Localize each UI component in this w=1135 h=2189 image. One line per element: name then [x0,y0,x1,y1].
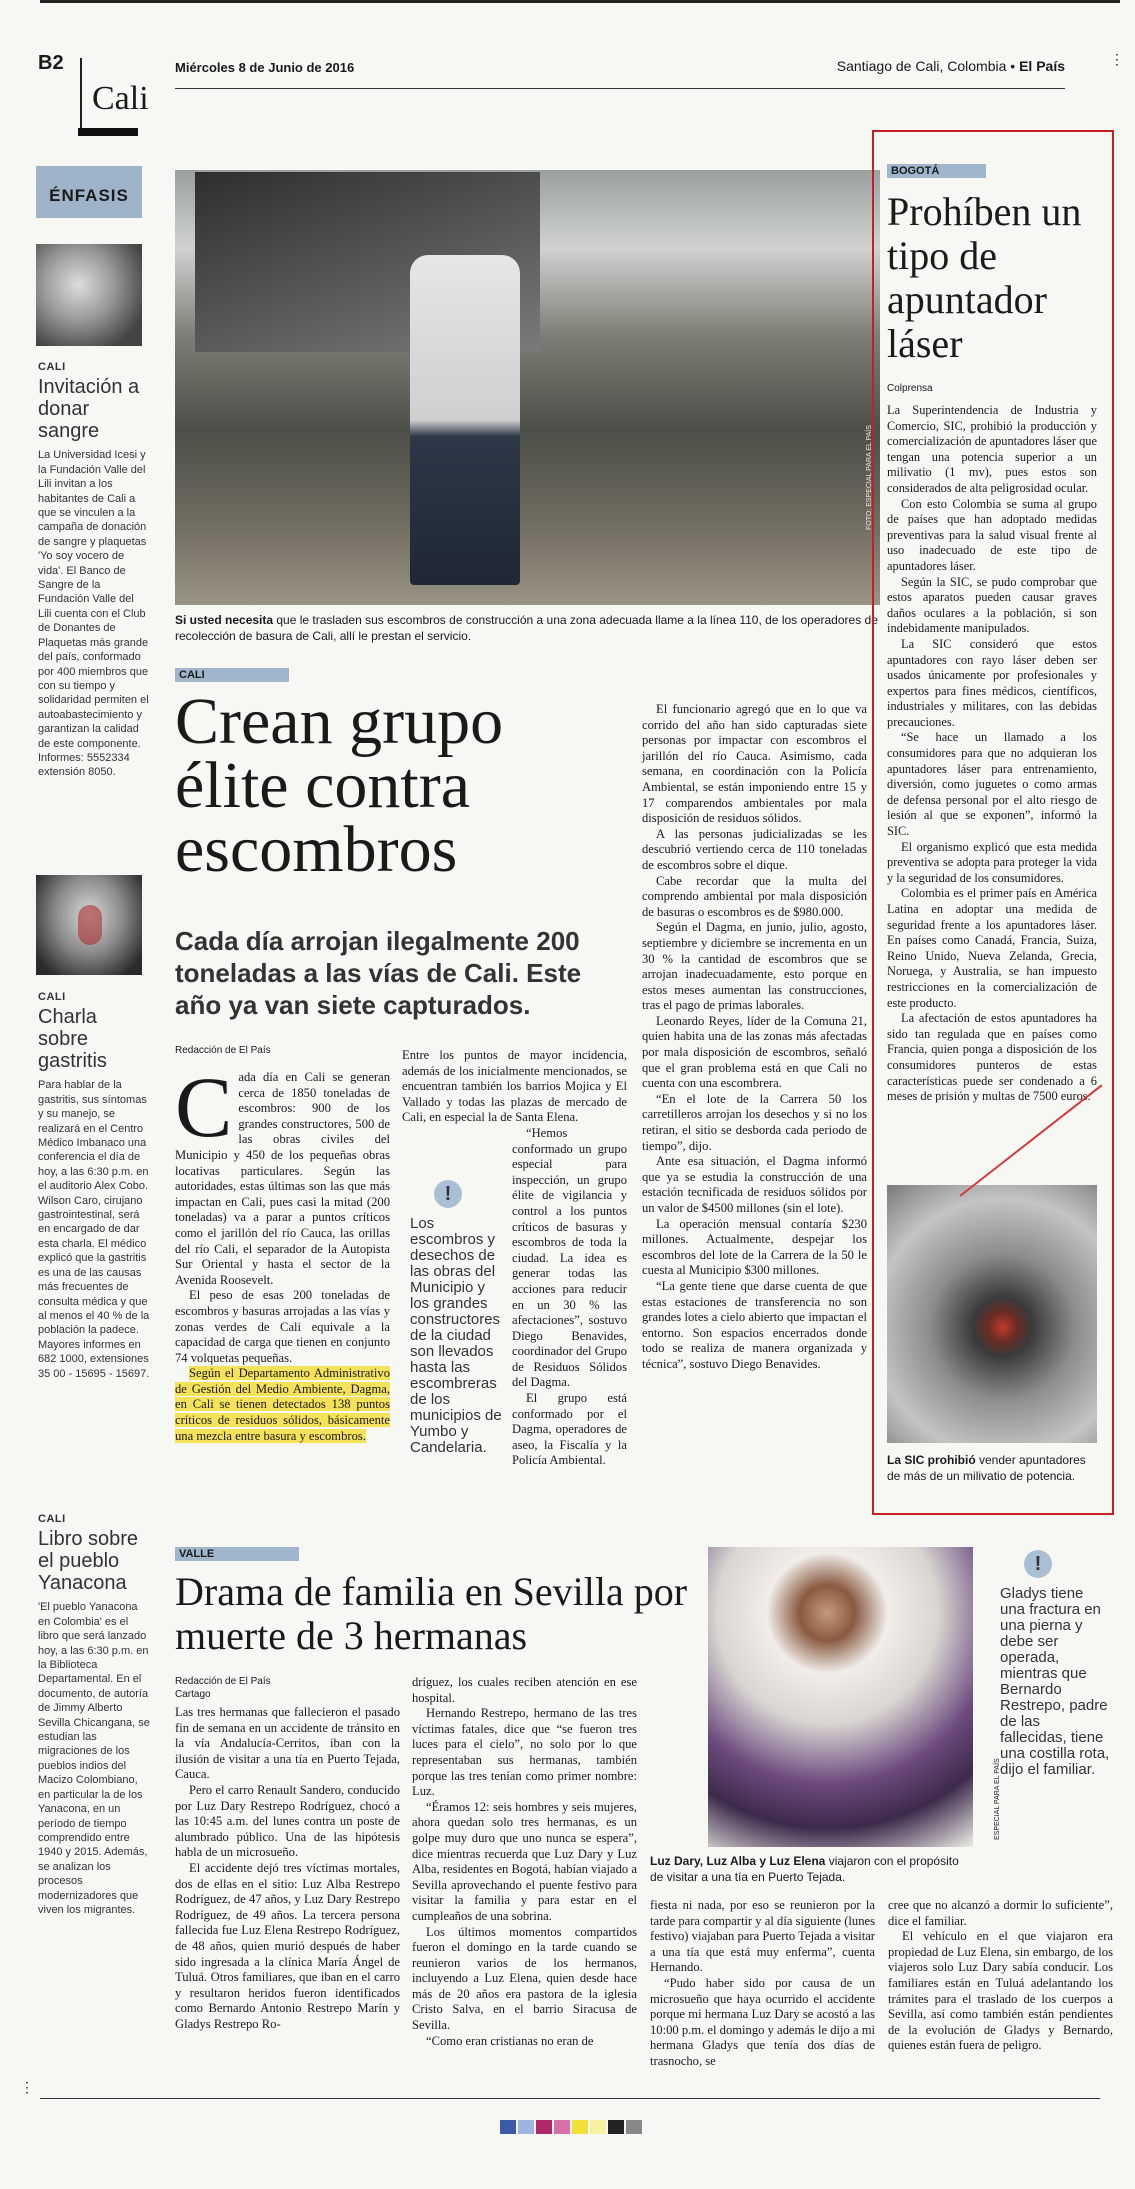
color-swatch [500,2120,516,2134]
sidebar-body: La Universidad Icesi y la Fundación Valle del Lili invitan a los habitantes de Cali a que se vinculen a la campaña de donación de sangre y plaquetas 'Yo soy vocero de vida'. El Banco de Sangre de la Fundación Valle del Lili cuenta con el Club de Donantes de Plaquetas más grande del país, conformado por 400 miembros que con su tiempo y solidaridad permiten el autoabastecimiento y garantizan la calidad de este componente. Informes: 5552334 extensión 8050. [38,449,149,779]
article-paragraph: Pero el carro Renault Sandero, conducido por Luz Dary Restrepo Rodríguez, chocó a las 10:45 a.m. del lunes contra un poste de alumbrado público. Una de las hipótesis habla de un microsueño. [175,1782,400,1860]
color-swatch [608,2120,624,2134]
article-column-1 [175,1059,390,1444]
article-paragraph: El peso de esas 200 toneladas de escombros y basuras arrojadas a las vías y zonas verdes de Cali equivale a la capacidad de carga que tienen en conjunto 74 volquetas pequeñas. [175,1288,390,1365]
article-paragraph: “Pudo haber sido por causa de un microsueño que haya ocurrido el accidente porque mi hermana Luz Dary se acostó a las 10:00 p.m. el domingo y además le dijo a mi hermana Gladys que tenía dos días de trasnocho, se [650,1975,875,2068]
caption-lead: Si usted necesita [175,613,274,627]
photo-caption [175,612,880,644]
article-paragraph: El grupo está conformado por el Dagma, operadores de aseo, la Fiscalía y la Policía Ambiental. [512,1391,627,1468]
sidebar-kicker: CALI [38,1513,66,1525]
color-swatch [626,2120,642,2134]
caption-lead: La SIC prohibió [887,1453,976,1467]
worker-figure [410,255,520,585]
drop-cap: C [175,1059,233,1155]
article-paragraph: “En el lote de la Carrera 50 los carretilleros arrojan los desechos y si no los retiran, el sitio se desborda cada periodo de tiempo”, dijo. [642,1091,867,1153]
color-swatch [572,2120,588,2134]
color-swatch [554,2120,570,2134]
date-text: Miércoles 8 de Junio de 2016 [175,60,355,75]
article-column-b1 [175,1705,400,2032]
place-text: Santiago de Cali, Colombia [836,58,1007,74]
article-column-b2 [412,1675,637,2049]
article-paragraph: El accidente dejó tres víctimas mortales, dos de ellas en el sitio: Luz Alba Restrepo Rodríguez, de 47 años, y Luz Dary Restrepo Rodríguez, de 49 años. La tercera persona fallecida fue Luz Elena Restrepo Rodríguez, de 48 años, quien murió después de haber sido ingresada a la clínica María Ángel de Tuluá. Otros familiares, que iban en el carro y resultaron heridos fueron identificados como Bernardo Antonio Restrepo Marín y Gladys Restrepo Ro- [175,1860,400,2031]
article-paragraph: Leonardo Reyes, líder de la Comuna 21, quien habita una de las zonas más afectadas por mala disposición de escombros, señaló que el gran problema está en que Cali no cuenta con una escombrera. [642,1013,867,1091]
article-headline: Prohíben un tipo de apuntador láser [887,189,1082,366]
article-paragraph: Con esto Colombia se suma al grupo de países que han adoptado medidas preventivas para la salud visual frente al uso inadecuado de este tipo de apuntadores láser. [887,496,1097,573]
article-paragraph: La operación mensual contaría $230 millones. Actualmente, despejar los escombros del lote de la Carrera de la 50 le cuesta al Municipio $300 millones. [642,1216,867,1278]
article-paragraph: cree que no alcanzó a dormir lo suficiente”, dice el familiar. [888,1898,1113,1928]
article-paragraph: fiesta ni nada, por eso se reunieron por la tarde para compartir y al día siguiente (lunes festivo) viajaban para Puerto Tejada a visitar a una tía que está muy enferma”, cuenta Hernando. [650,1898,875,1975]
gastritis-photo [36,875,142,975]
paper-name: El País [1019,58,1065,74]
sidebar-item-yanacona [38,1512,150,1917]
section-name: Cali [92,80,149,117]
section-rule [78,128,138,136]
article-headline: Crean grupo élite contra escombros [175,685,504,886]
article-paragraph: Según la SIC, se pudo comprobar que estos aparatos pueden causar graves daños oculares a la población, si son indebidamente manipulados. [887,574,1097,636]
sidebar-body: 'El pueblo Yanacona en Colombia' es el libro que será lanzado hoy, a las 6:30 p.m. en la Biblioteca Departamental. En el documento, de autoría de Jimmy Alberto Sevilla Chicangana, se estudian las migraciones de los pueblos indios del Macizo Colombiano, en particular la de los Yanacona, en un período de tiempo comprendido entre 1940 y 2015. Además, se analizan los procesos modernizadores que viven los migrantes. [38,1601,150,1916]
pull-quote [1000,1550,1110,1778]
registration-color-bar [500,2120,644,2134]
caption-text: viajaron con el propósito de visitar a una tía en Puerto Tejada. [650,1854,959,1884]
photo-caption [650,1853,975,1885]
article-paragraph: A las personas judicializadas se les descubrió vertiendo cerca de 110 toneladas de escombros sobre el dique. [642,826,867,872]
exclamation-icon: ! [434,1180,462,1208]
article-paragraph: Cabe recordar que la multa del comprendo ambiental por mala disposición de basuras o escombros es de $980.000. [642,873,867,919]
pull-quote [410,1180,505,1456]
article-paragraph: Las tres hermanas que fallecieron el pasado fin de semana en un accidente de tránsito en la vía Andalucía-Cerritos, iban con la ilusión de visitar a una tía en Puerto Tejada, Cauca. [175,1705,400,1782]
sisters-photo [708,1547,973,1847]
article-paragraph: La SIC consideró que estos apuntadores con rayo láser deben ser usados únicamente por profesionales y expertos para fines médicos, científicos, industriales y militares, con las debidas precauciones. [887,636,1097,729]
color-swatch [590,2120,606,2134]
enfasis-label: ÉNFASIS [49,186,129,205]
sidebar-item-gastritis [38,990,150,1381]
article-paragraph: Ante esa situación, el Dagma informó que ya se estudia la construcción de una estación tecnificada de residuos sólidos por un valor de $4500 millones (sin el lote). [642,1154,867,1215]
article-headline: Drama de familia en Sevilla por muerte de 3 hermanas [175,1569,688,1658]
caption-lead: Luz Dary, Luz Alba y Luz Elena [650,1854,826,1868]
caption-text: que le trasladen sus escombros de construcción a una zona adecuada llame a la línea 110, de los operadores de recolección de basura de Cali, allí le prestan el servicio. [175,613,878,643]
article-column-laser [887,403,1097,1105]
byline-author: Redacción de El País [175,1676,271,1687]
article-paragraph: Según el Dagma, en junio, julio, agosto, septiembre y diciembre se incrementa en un 30 % la cantidad de escombros que se arrojan inadecuadamente, esto porque en estos meses aumentan las construcciones, tras el pago de primas laborales. [642,920,867,1013]
issue-date [175,60,354,75]
article-paragraph: El funcionario agregó que en lo que va corrido del año han sido capturadas siete personas por impactar con escombros el jarillón del río Cauca. Asimismo, cada semana, en coordinación con la Policía Ambiental, se están imponiendo entre 15 y 17 comparendos ambientales por mala disposición de residuos sólidos. [642,702,867,826]
article-paragraph: “Se hace un llamado a los consumidores para que no adquieran los apuntadores láser para entrenamiento, diversión, como juguetes o como armas de defensa personal por el alto riesgo de lesión al que se exponen”, informó la SIC. [887,730,1097,839]
sidebar-title: Charla sobre gastritis [38,1006,107,1073]
article-byline: Redacción de El País [175,1045,271,1056]
article-paragraph: Los últimos momentos compartidos fueron el domingo en la tarde cuando se reunieron varios de los hermanos, incluyendo a Luz Elena, quien desde hace más de 20 años era pastora de la iglesia Cristo Salva, en el barrio Siracusa de Sevilla. [412,1924,637,2033]
pull-quote-text: Gladys tiene una fractura en una pierna y debe ser operada, mientras que Bernardo Restrepo, padre de las fallecidas, tiene una costilla rota, dijo el familiar. [1000,1585,1110,1778]
article-kicker: VALLE [175,1547,299,1561]
page-number: B2 [38,52,64,74]
blood-donation-photo [36,244,142,346]
sidebar-item-blood [38,360,150,780]
sidebar-kicker: CALI [38,991,66,1003]
article-byline: Colprensa [887,383,933,394]
exclamation-icon: ! [1024,1550,1052,1578]
photo-credit: ESPECIAL PARA EL PAÍS [994,1758,1001,1840]
dateline: Santiago de Cali, Colombia • El País [836,58,1065,74]
article-kicker: BOGOTÁ [887,164,986,178]
color-swatch [536,2120,552,2134]
sidebar-body: Para hablar de la gastritis, sus síntomas y su manejo, se realizará en el Centro Médico Imbanaco una conferencia el día de hoy, a las 6:30 p.m. en el auditorio Alex Cobo. Wilson Caro, cirujano gastrointestinal, será en encargado de dar esta charla. El médico explicó que la gastritis es una de las causas más frecuentes de consulta médica y que al menos el 40 % de la población la padece. Mayores informes en 682 1000, extensiones 35 00 - 15695 - 15697. [38,1079,150,1380]
article-paragraph: “Éramos 12: seis hombres y seis mujeres, ahora quedan solo tres hermanas, es un golpe muy duro que uno nunca se espera”, dice mientras recuerda que Luz Dary y Luz Alba, residentes en Bogotá, habían viajado a Sevilla aprovechando el puente festivo para visitar la familia y para estar en el cumpleaños de una sobrina. [412,1799,637,1923]
article-column-3 [642,702,867,1373]
article-paragraph: dríguez, los cuales reciben atención en ese hospital. [412,1675,637,1705]
article-paragraph: El vehículo en el que viajaron era propiedad de Luz Elena, sin embargo, de los viajeros solo Luz Dary sabía conducir. Los familiares están en Tuluá adelantando los trámites para el traslado de los cuerpos a Sevilla, así como también están pendientes de la evolución de Gladys y Bernardo, quienes están fuera de peligro. [888,1929,1113,2053]
photo-credit: FOTO: ESPECIAL PARA EL PAÍS [866,425,873,530]
article-paragraph: La Superintendencia de Industria y Comercio, SIC, prohibió la producción y comercialización de apuntadores láser que tengan una potencia superior a un milivatio (1 mv), pues estos son considerados de alta peligrosidad ocular. [887,403,1097,495]
article-column-b4 [888,1898,1113,2054]
highlighted-paragraph [175,1366,390,1444]
article-column-b3 [650,1898,875,2070]
article-paragraph: Hernando Restrepo, hermano de las tres víctimas fatales, dice que “se fueron tres luces para el cielo”, no solo por lo que representaban sus hermanas, también porque las tres tenían como primer nombre: Luz. [412,1706,637,1799]
article-paragraph: Entre los puntos de mayor incidencia, además de los inicialmente mencionados, se encuentran también los barrios Mojica y El Vallado y todas las plazas de mercado de Cali, en especial la de Santa Elena. [402,1048,627,1125]
pull-quote-text: Los escombros y desechos de las obras del Municipio y los grandes constructores de la ciudad son llevados hasta las escombreras de los municipios de Yumbo y Candelaria. [410,1215,502,1456]
header-rule [175,88,1065,89]
article-paragraph: La afectación de estos apuntadores ha sido tan regulada que en países como Francia, quien ponga a disposición de los consumidores punteros de estas características puede ser condenado a 6 meses de prisión y multas de 7500 euros. [887,1011,1097,1104]
byline-location: Cartago [175,1689,211,1700]
bottom-rule [40,2098,1100,2099]
sidebar-title: Invitación a donar sangre [38,376,140,443]
article-kicker: CALI [175,668,289,682]
highlight-text: Según el Departamento Administrativo de Gestión del Medio Ambiente, Dagma, en Cali se tienen detectados 138 puntos críticos de residuos sólidos, básicamente una mezcla entre basura y escombros. [175,1366,390,1443]
color-swatch [518,2120,534,2134]
article-paragraph: Colombia es el primer país en América Latina en adoptar una medida de seguridad frente a los apuntadores láser. En países como Canadá, Francia, Suiza, Reino Unido, Nueva Zelanda, Grecia, Noruega, y Australia, se han impuesto restricciones en la comercialización de este producto. [887,886,1097,1010]
article-subheadline: Cada día arrojan ilegalmente 200 toneladas a las vías de Cali. Este año ya van siete capturados. [175,926,582,1020]
article-paragraph: El organismo explicó que esta medida preventiva se adopta para proteger la vida y la seguridad de los consumidores. [887,839,1097,885]
sidebar-title: Libro sobre el pueblo Yanacona [38,1528,139,1595]
top-border-line [40,0,1120,3]
article-paragraph: “Como eran cristianas no eran de [426,2033,594,2048]
margin-mark-icon: ⋮ [20,2080,34,2096]
article-paragraph [175,1059,390,1288]
photo-caption [887,1452,1097,1484]
eye-laser-photo [887,1185,1097,1443]
caption-text: vender apuntadores de más de un milivatio de potencia. [887,1453,1086,1483]
article-byline [175,1675,271,1701]
paragraph-text: ada día en Cali se generan cerca de 1850 toneladas de escombros: 900 de los grandes constructores, 500 de las obras civiles del Municipio y 450 de los pequeñas obras locativas particulares. Según las autoridades, estas últimas son las que más impactan en Cali, pues casi la mitad (200 toneladas) va a parar a puntos críticos como el jarillón del río Cauca, las orillas del río Cali, el separador de la Autopista Sur Oriental y hasta el sector de la Avenida Roosevelt. [175,1070,390,1287]
margin-mark-icon: ⋮ [1110,52,1124,68]
article-paragraph: “La gente tiene que darse cuenta de que estas estaciones de transferencia no son grandes lotes a cielo abierto que impactan el entorno. Son espacios encerrados donde todo se realiza de manera organizada y técnica”, sostuvo Diego Benavides. [642,1278,867,1371]
sidebar-kicker: CALI [38,361,66,373]
article-paragraph: “Hemos conformado un grupo especial para inspección, un grupo élite de vigilancia y control a los puntos críticos de basuras y escombros de toda la ciudad. La idea es generar todas las acciones para reducir en un 30 % las afectaciones”, sostuvo Diego Benavides, coordinador del Grupo de Residuos Sólidos del Dagma. [512,1125,627,1390]
